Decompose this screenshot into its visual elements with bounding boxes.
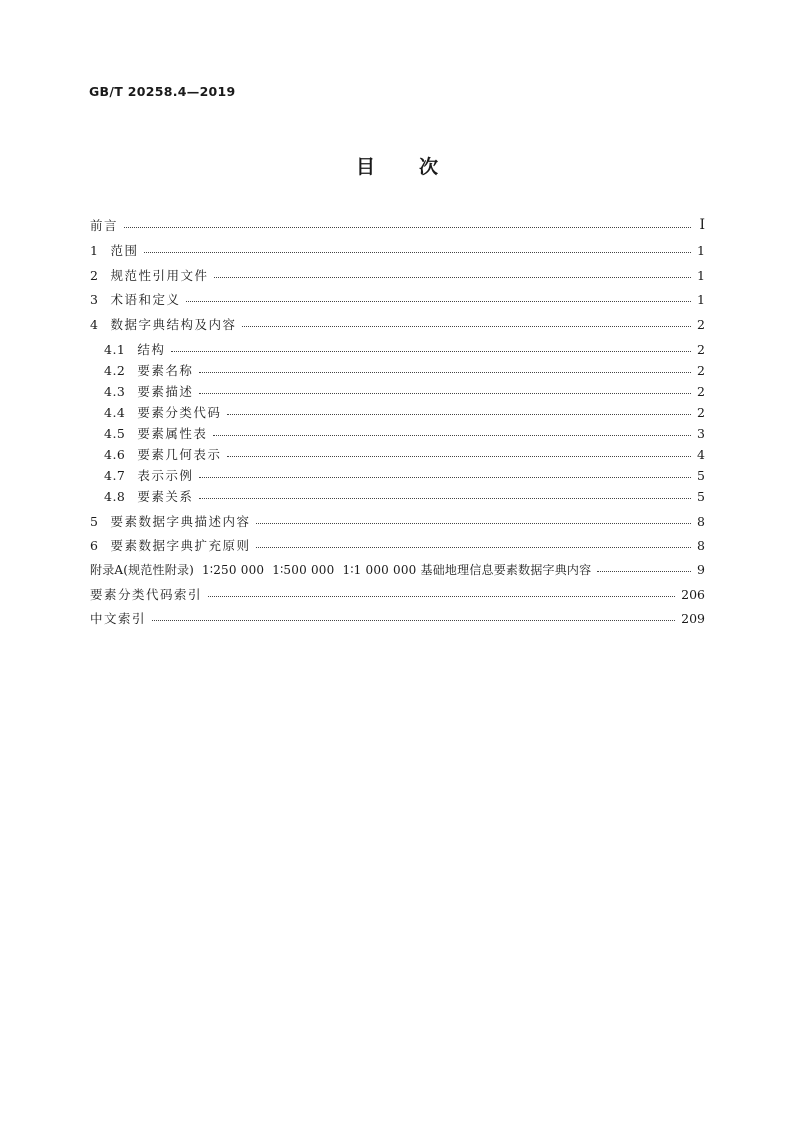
toc-leader-dots [213,434,691,436]
toc-page-number: 2 [697,316,705,332]
toc-page-number: 5 [697,488,705,504]
toc-entry-4-8[interactable] [90,485,705,507]
toc-page-number: 8 [697,537,705,553]
toc-leader-dots [242,325,691,327]
toc-label: 前言 [90,218,119,233]
toc-number: 1 [90,242,99,258]
toc-leader-dots [199,392,691,394]
toc-label: 要素分类代码索引 [90,587,203,602]
toc-leader-dots [171,350,691,352]
toc-leader-dots [124,226,691,228]
toc-leader-dots [199,476,691,478]
toc-leader-dots [199,497,691,499]
toc-number: 2 [90,267,99,283]
toc-page-number: 3 [697,425,705,441]
toc-page-number: 5 [697,467,705,483]
toc-page-number: 2 [697,341,705,357]
toc-entry-6[interactable] [90,534,705,556]
toc-page-number: 4 [697,446,705,462]
toc-number: 4.4 [104,404,126,420]
toc-page-number: 209 [681,610,705,626]
toc-number: 4.5 [104,425,126,441]
toc-number: 4.8 [104,488,126,504]
toc-label: 结构 [137,342,166,357]
toc-entry-1[interactable] [90,239,705,261]
toc-number: 4.7 [104,467,126,483]
toc-number: 4.6 [104,446,126,462]
toc-label: 术语和定义 [110,292,181,307]
toc-entry-appendix-a[interactable] [90,558,705,580]
toc-leader-dots [256,546,691,548]
toc-leader-dots [208,595,675,597]
toc-page-number: 2 [697,362,705,378]
toc-label: 要素属性表 [137,426,208,441]
toc-label: 表示示例 [137,468,194,483]
toc-leader-dots [152,619,675,621]
toc-entry-code-index[interactable] [90,583,705,605]
toc-page-number: 8 [697,513,705,529]
toc-entry-foreword[interactable] [90,214,705,236]
toc-number: 4.1 [104,341,126,357]
toc-entry-5[interactable] [90,510,705,532]
toc-label: 范围 [110,243,139,258]
toc-leader-dots [597,570,691,572]
toc-entry-4-4[interactable] [90,401,705,423]
toc-label: 规范性引用文件 [110,268,209,283]
toc-page-number: 1 [697,267,705,283]
toc-entry-3[interactable] [90,288,705,310]
toc-label: 中文索引 [90,611,147,626]
toc-leader-dots [186,300,691,302]
toc-entry-4-7[interactable] [90,464,705,486]
toc-label: 要素数据字典扩充原则 [110,538,251,553]
toc-entry-4-6[interactable] [90,443,705,465]
toc-label: 要素名称 [137,363,194,378]
toc-leader-dots [256,522,691,524]
toc-label: 要素描述 [137,384,194,399]
toc-entry-4-3[interactable] [90,380,705,402]
toc-label: 数据字典结构及内容 [110,317,237,332]
toc-label: 要素关系 [137,489,194,504]
toc-number: 5 [90,513,99,529]
toc-entry-4[interactable] [90,313,705,335]
toc-page-number: 2 [697,383,705,399]
toc-leader-dots [199,371,691,373]
page-title: 目次 [355,156,482,178]
toc-leader-dots [214,276,691,278]
toc-entry-chinese-index[interactable] [90,607,705,629]
toc-leader-dots [144,251,691,253]
toc-number: 4 [90,316,99,332]
toc-leader-dots [227,413,691,415]
toc-page-number: 1 [697,242,705,258]
toc-entry-4-1[interactable] [90,338,705,360]
toc-number: 6 [90,537,99,553]
toc-page-number: 2 [697,404,705,420]
toc-page-number: 9 [697,561,705,577]
toc-label: 附录A(规范性附录) 1∶250 000 1∶500 000 1∶1 000 000 基础地理信息要素数据字典内容 [90,562,592,577]
toc-page-number: 1 [697,291,705,307]
toc-page-number: I [699,217,705,233]
toc-entry-2[interactable] [90,264,705,286]
toc-number: 4.2 [104,362,126,378]
toc-number: 3 [90,291,99,307]
toc-label: 要素分类代码 [137,405,222,420]
toc-page-number: 206 [681,586,705,602]
toc-number: 4.3 [104,383,126,399]
toc-leader-dots [227,455,691,457]
document-code: GB/T 20258.4—2019 [89,84,236,99]
toc-label: 要素几何表示 [137,447,222,462]
toc-entry-4-5[interactable] [90,422,705,444]
toc-label: 要素数据字典描述内容 [110,514,251,529]
toc-entry-4-2[interactable] [90,359,705,381]
